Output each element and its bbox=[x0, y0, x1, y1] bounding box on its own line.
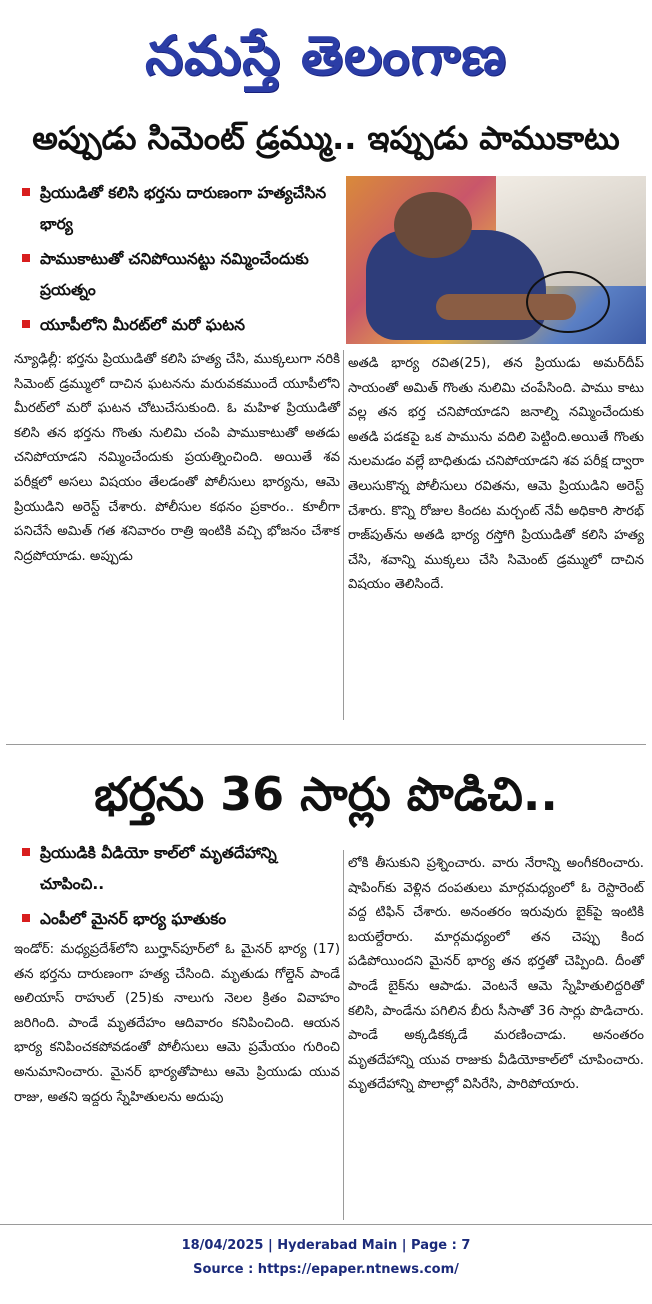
article2-column-2: లోకి తీసుకుని ప్రశ్నించారు. వారు నేరాన్ని అంగీకరించారు. షాపింగ్‌కు వెళ్లిన దంపతులు మార్గమధ్యంలో ఓ రెస్టారెంట్ వద్ద టిఫిన్ చేశారు. అనంతరం ఇరువురు బైక్‌పై ఇంటికి బయల్దేరారు. మార్గమధ్యంలో తన చెప్పు కింద పడిపోయిందని మైనర్ భార్య తన భర్తతో చెప్పింది. దీంతో పాండే బైక్‌ను ఆపాడు. వెంటనే ఆమె స్నేహితులిద్దరితో కలిసి, పాండేను పగిలిన బీరు సీసాతో 36 సార్లు పొడిచారు. పాండే అక్కడికక్కడే మరణించాడు. అనంతరం మృతదేహాన్ని యువ రాజుకు వీడియోకాల్‌లో చూపించారు. మృతదేహాన్ని పొలాల్లో విసిరేసి, పారిపోయారు. bbox=[348, 856, 644, 1093]
photo-highlight-circle bbox=[526, 271, 610, 333]
footer-edition-line: 18/04/2025 | Hyderabad Main | Page : 7 bbox=[181, 1238, 471, 1253]
section-divider bbox=[6, 744, 646, 745]
article2-headline: భర్తను 36 సార్లు పొడిచి.. bbox=[94, 767, 558, 821]
article2-column-1: ఇండోర్: మధ్యప్రదేశ్‌లోని బుర్హాన్‌పూర్‌లో ఓ మైనర్ భార్య (17) తన భర్తను దారుణంగా హత్య చేసింది. మృతుడు గోల్డెన్ పాండే అలియాస్ రాహుల్ (25)కు నాలుగు నెలల క్రితం వివాహం జరిగింది. పాండే మృతదేహం ఆదివారం కనిపించింది. ఆయన భార్య కనిపించకపోవడంతో పోలీసులు ఆమె ప్రమేయం గురించి అనుమానించారు. మైనర్ భార్యతోపాటు ఆమె ప్రియుడు యువ రాజు, అతని ఇద్దరు స్నేహితులను అదుపు bbox=[14, 942, 340, 1105]
article1-photo bbox=[346, 176, 646, 344]
bullet-item: ప్రియుడితో కలిసి భర్తను దారుణంగా హత్యచేసిన భార్య bbox=[22, 178, 340, 240]
bullet-item: ప్రియుడికి వీడియో కాల్‌లో మృతదేహాన్ని చూపించి.. bbox=[22, 838, 340, 900]
article1-bullets bbox=[22, 178, 340, 345]
footer-source-line: Source : https://epaper.ntnews.com/ bbox=[193, 1262, 459, 1277]
bullet-square-icon bbox=[22, 848, 30, 856]
article1-headline: అప్పుడు సిమెంట్ డ్రమ్ము.. ఇప్పుడు పాముకాటు bbox=[32, 119, 620, 157]
bullet-square-icon bbox=[22, 188, 30, 196]
article1-column-2: అతడి భార్య రవిత(25), తన ప్రియుడు అమర్‌దీప్ సాయంతో అమిత్ గొంతు నులిమి చంపేసింది. పాము కాటు వల్ల తన భర్త చనిపోయాడని జనాల్ని నమ్మించేందుకు అతడి పడకపై ఒక పామును వదిలి పెట్టింది.అయితే గొంతు నులమడం వల్లే బాధితుడు చనిపోయాడని శవ పరీక్ష ద్వారా తెలుసుకొన్న పోలీసులు రవితను, ఆమె ప్రియుడిని అరెస్ట్ చేశారు. కొన్ని రోజుల కిందట మర్చంట్ నేవీ అధికారి సౌరభ్ రాజ్‌పుత్‌ను అతడి భార్య రస్తోగి ప్రియుడితో కలిసి హత్య చేసి, శవాన్ని ముక్కలు చేసి సిమెంట్ డ్రమ్ములో దాచిన విషయం తెలిసిందే. bbox=[348, 356, 644, 593]
column-divider bbox=[343, 350, 344, 720]
bullet-square-icon bbox=[22, 320, 30, 328]
bullet-square-icon bbox=[22, 254, 30, 262]
newspaper-logo: నమస్తే తెలంగాణ bbox=[145, 24, 507, 87]
bullet-item: యూపీలోని మీరట్‌లో మరో ఘటన bbox=[22, 310, 340, 341]
bullet-item: పాముకాటుతో చనిపోయినట్టు నమ్మించేందుకు ప్రయత్నం bbox=[22, 244, 340, 306]
masthead bbox=[0, 8, 652, 104]
article2-bullets bbox=[22, 838, 340, 939]
photo-person-head bbox=[394, 192, 472, 258]
footer-divider bbox=[0, 1224, 652, 1225]
bullet-item: ఎంపీలో మైనర్ భార్య ఘాతుకం bbox=[22, 904, 340, 935]
article1-column-1: న్యూఢిల్లీ: భర్తను ప్రియుడితో కలిసి హత్య చేసి, ముక్కలుగా నరికి సిమెంట్ డ్రమ్ములో దాచిన ఘటనను మరువకముందే యూపీలోని మీరట్‌లో మరో ఘటన చోటుచేసుకుంది. ఓ మహిళ ప్రియుడితో కలిసి తన భర్తను గొంతు నులిమి చంపి పాముకాటుతో అతడు చనిపోయాడని నమ్మించేందుకు ప్రయత్నించింది. అయితే శవ పరీక్షలో అసలు విషయం తేలడంతో పోలీసులు భార్యను, ఆమె ప్రియుడిని అరెస్ట్ చేశారు. పోలీసుల కథనం ప్రకారం.. కూలీగా పనిచేసే అమిత్ గత శనివారం రాత్రి ఇంటికి వచ్చి భోజనం చేశాక నిద్రపోయాడు. అప్పుడు bbox=[14, 352, 340, 564]
bullet-square-icon bbox=[22, 914, 30, 922]
column-divider bbox=[343, 850, 344, 1220]
